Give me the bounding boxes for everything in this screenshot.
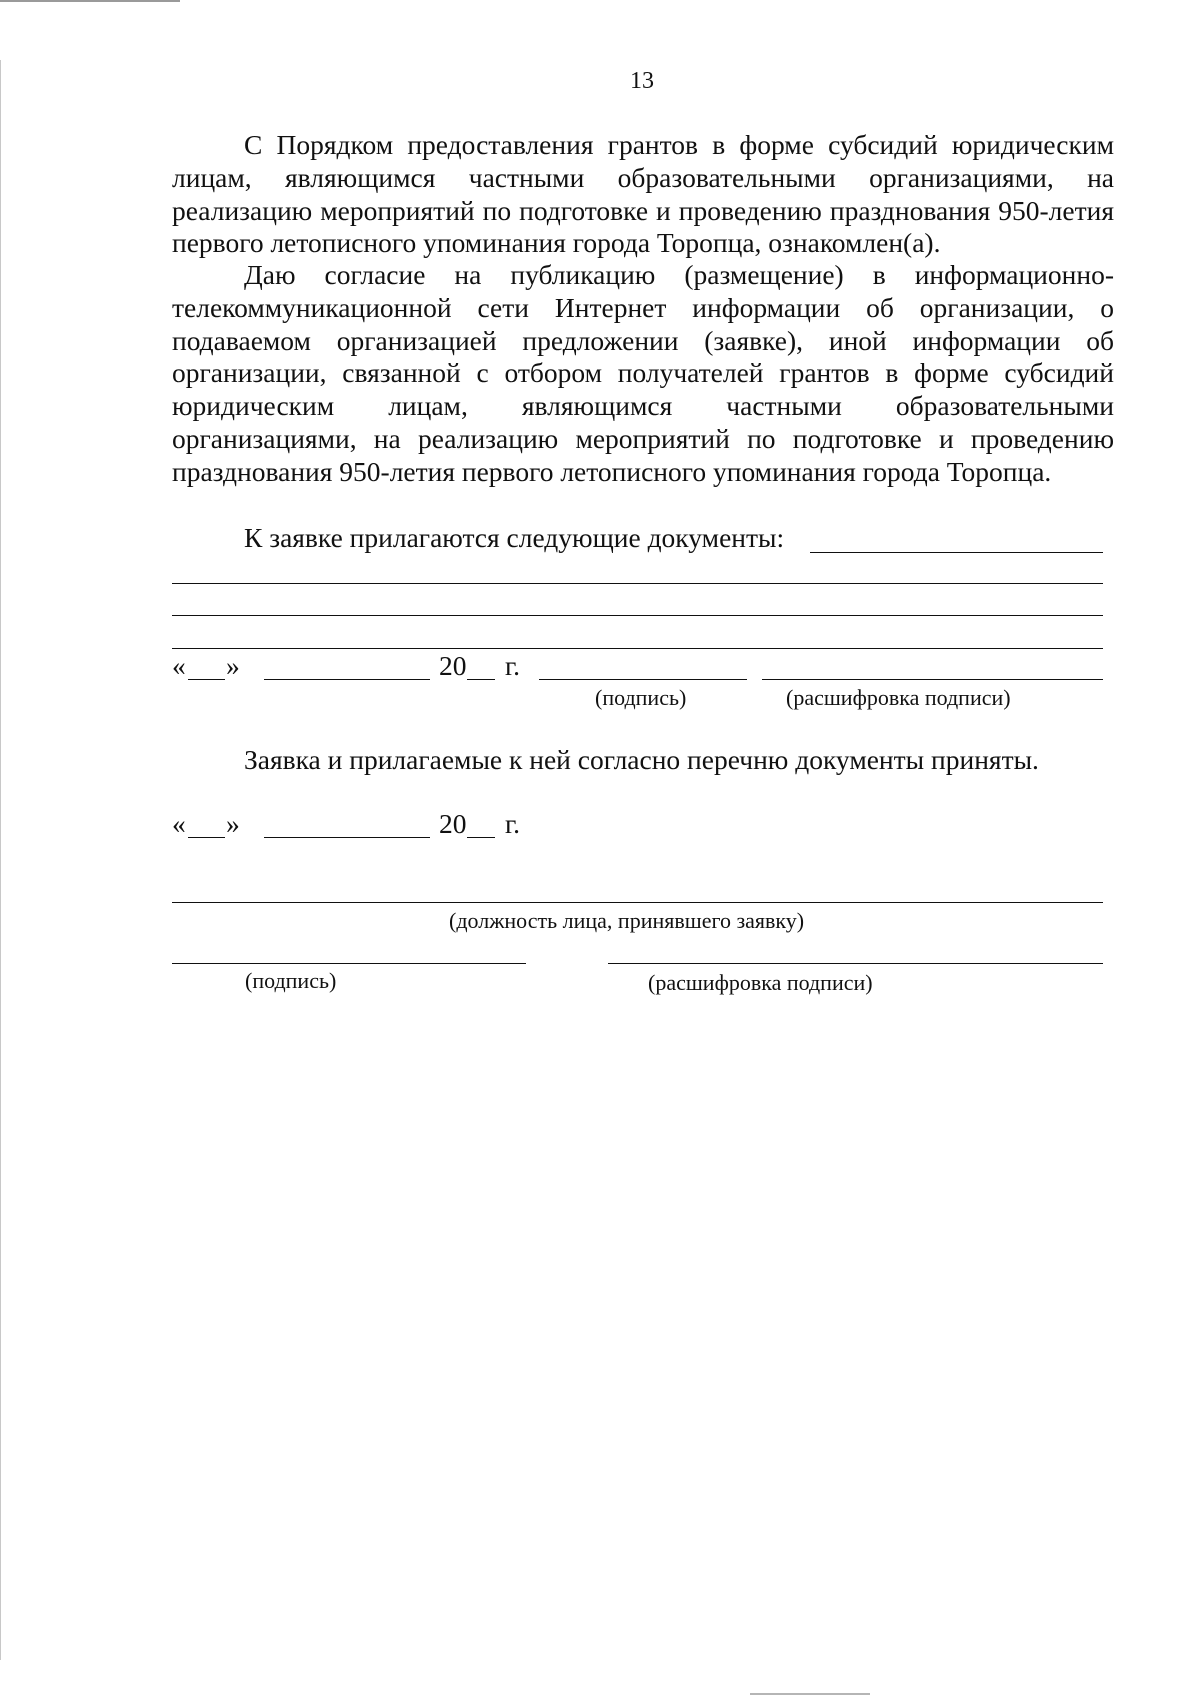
attachments-line-3[interactable] — [172, 648, 1103, 649]
date-2-open-quote: « — [172, 808, 186, 839]
date-2-day-blank[interactable] — [188, 837, 225, 838]
attachments-line-0[interactable] — [810, 552, 1103, 553]
date-2-close-quote: » — [226, 808, 240, 839]
bottom-signature-line[interactable] — [172, 963, 526, 964]
attachments-line-2[interactable] — [172, 615, 1103, 616]
date-1-year-suffix: г. — [505, 650, 521, 681]
scan-mark-bottom — [750, 1693, 870, 1695]
date-1-open-quote: « — [172, 650, 186, 681]
date-1-close-quote: » — [226, 650, 240, 681]
scan-edge-left — [0, 60, 1, 1660]
bottom-signature-caption: (подпись) — [245, 968, 337, 993]
date-1-month-blank[interactable] — [264, 679, 430, 680]
signature-1-blank[interactable] — [539, 679, 747, 680]
position-caption: (должность лица, принявшего заявку) — [449, 908, 805, 933]
date-2-year-suffix: г. — [505, 808, 521, 839]
attachments-label: К заявке прилагаются следующие документы: — [244, 522, 785, 553]
date-1-day-blank[interactable] — [188, 679, 225, 680]
date-1-year-prefix: 20 — [439, 650, 467, 681]
signature-decode-1-caption: (расшифровка подписи) — [786, 685, 1011, 710]
bottom-signature-decode-caption: (расшифровка подписи) — [648, 970, 873, 995]
paragraph-acknowledgement-text: С Порядком предоставления грантов в форме субсидий юридическим лицам, являющимся частными образовательными организациями, на реализацию мероприятий по подготовке и проведению празднования 950-летия первого летописного упоминания города Торопца, ознакомлен(а). — [172, 129, 1114, 259]
attachments-line-1[interactable] — [172, 583, 1103, 584]
position-line[interactable] — [172, 902, 1103, 903]
page-number: 13 — [630, 68, 654, 94]
date-2-year-blank[interactable] — [467, 837, 495, 838]
scan-edge-top — [0, 0, 180, 2]
signature-decode-1-blank[interactable] — [762, 679, 1103, 680]
paragraph-consent — [172, 259, 1114, 489]
paragraph-consent-text: Даю согласие на публикацию (размещение) в информационно-телекоммуникационной сети Интернет информации об организации, о подаваемом организацией предложении (заявке), иной информации об организации, связанной с отбором получателей грантов в форме субсидий юридическим лицам, являющимся частными образовательными организациями, на реализацию мероприятий по подготовке и проведению празднования 950-летия первого летописного упоминания города Торопца. — [172, 259, 1114, 487]
date-2-month-blank[interactable] — [264, 837, 430, 838]
date-2-year-prefix: 20 — [439, 808, 467, 839]
signature-1-caption: (подпись) — [595, 685, 687, 710]
paragraph-acknowledgement — [172, 129, 1114, 260]
accepted-text: Заявка и прилагаемые к ней согласно перечню документы приняты. — [244, 744, 1039, 775]
bottom-signature-decode-line[interactable] — [608, 963, 1103, 964]
date-1-year-blank[interactable] — [467, 679, 495, 680]
